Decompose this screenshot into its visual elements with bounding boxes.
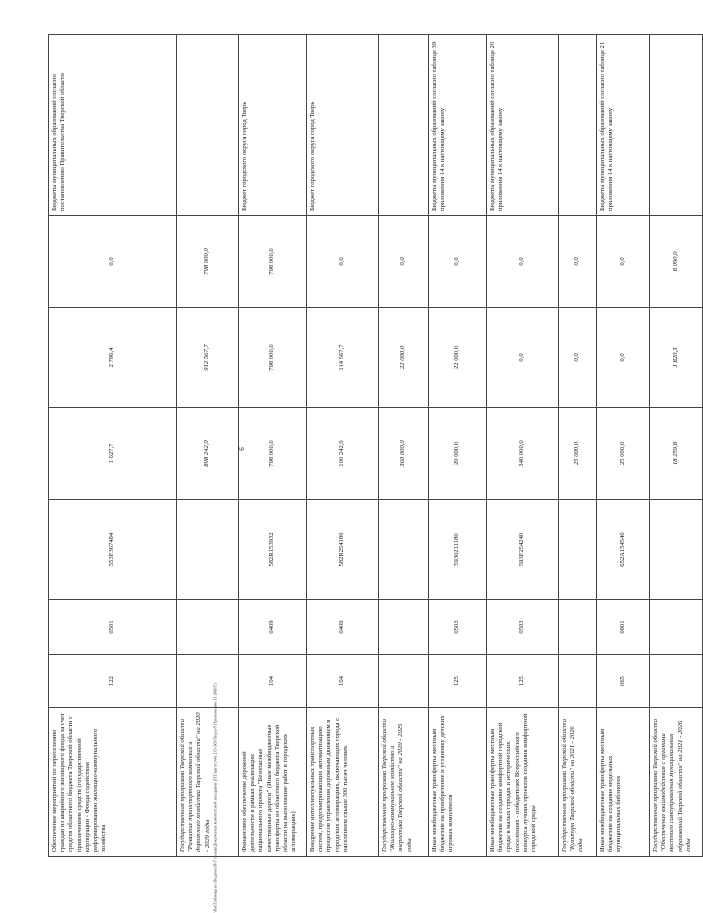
- amount-year-3: 0,0: [559, 216, 597, 308]
- amount-year-2: 114 567,7: [307, 308, 379, 408]
- row-name: Государственная программа Тверской области "Культура Тверской области" на 2021 - 2026 годы: [559, 708, 597, 857]
- recipient-budget: [559, 35, 597, 216]
- recipient-budget: [650, 35, 703, 216]
- section-code: 0501: [49, 600, 177, 655]
- recipient-budget: Бюджеты муниципальных образований согласно таблице 20 приложения 14 к настоящему закону: [487, 35, 559, 216]
- target-code: [650, 500, 703, 600]
- section-code: 0503: [429, 600, 487, 655]
- amount-year-1: 360 000,0: [379, 408, 429, 500]
- program-row: [559, 35, 597, 857]
- amount-year-3: 0,0: [597, 216, 650, 308]
- admin-code: 065: [597, 655, 650, 708]
- amount-year-1: 20 000,0: [429, 408, 487, 500]
- footer-path: \Pat\Таблица по ВедомстВ\7 созыв\Документы комитетов\4 заседание (ПТ\август\4) 235-ЗО\Тверь 8 Приложение 11 (МБТ): [212, 683, 218, 913]
- admin-code: [379, 655, 429, 708]
- amount-year-2: 912 567,7: [177, 308, 239, 408]
- table-row: [239, 35, 307, 857]
- table-row: [597, 35, 650, 857]
- amount-year-2: 0,0: [597, 308, 650, 408]
- target-code: [177, 500, 239, 600]
- section-code: 0409: [239, 600, 307, 655]
- section-code: [559, 600, 597, 655]
- table-row: [49, 35, 177, 857]
- recipient-budget: [177, 35, 239, 216]
- amount-year-3: 798 000,0: [239, 216, 307, 308]
- admin-code: [650, 655, 703, 708]
- program-row: [650, 35, 703, 857]
- section-code: 0409: [307, 600, 379, 655]
- amount-year-1: 100 242,0: [307, 408, 379, 500]
- target-code: 593F254240: [487, 500, 559, 600]
- recipient-budget: Бюджеты муниципальных образований согласно таблице 21 приложения 14 к настоящему закону: [597, 35, 650, 216]
- admin-code: [559, 655, 597, 708]
- amount-year-3: 798 000,0: [177, 216, 239, 308]
- amount-year-2: 2 786,4: [49, 308, 177, 408]
- amount-year-1: 25 000,0: [597, 408, 650, 500]
- recipient-budget: Бюджет городского округа город Тверь: [307, 35, 379, 216]
- section-code: 0503: [487, 600, 559, 655]
- admin-code: 125: [487, 655, 559, 708]
- section-code: [650, 600, 703, 655]
- target-code: [559, 500, 597, 600]
- admin-code: [177, 655, 239, 708]
- amount-year-3: 0,0: [429, 216, 487, 308]
- amount-year-1: 25 000,0: [559, 408, 597, 500]
- amount-year-3: 0,0: [379, 216, 429, 308]
- amount-year-3: 0,0: [307, 216, 379, 308]
- amount-year-2: 1 820,3: [650, 308, 703, 408]
- budget-table: [48, 34, 703, 857]
- amount-year-1: 898 242,0: [177, 408, 239, 500]
- row-name: Иные межбюджетные трансферты местным бюджетам на приобретение и установку детских игровых комплексов: [429, 708, 487, 857]
- table-row: [487, 35, 559, 857]
- recipient-budget: Бюджеты муниципальных образований согласно таблице 39 приложения 14 к настоящему закону: [429, 35, 487, 216]
- row-name: Финансовое обеспечение дорожной деятельности в рамках реализации национального проекта "Безопасные качественные дороги" (Иные межбюджетные трансферты из областного бюджета Тверской области на выполнение работ в городских агломерациях): [239, 708, 307, 857]
- row-name: Иные межбюджетные трансферты местным бюджетам на создание модельных муниципальных библиотек: [597, 708, 650, 857]
- amount-year-2: 22 000,0: [379, 308, 429, 408]
- section-code: 0801: [597, 600, 650, 655]
- recipient-budget: [379, 35, 429, 216]
- page-number: 6: [237, 447, 246, 451]
- budget-table-rotated: [48, 35, 692, 857]
- section-code: [177, 600, 239, 655]
- admin-code: 125: [429, 655, 487, 708]
- program-row: [177, 35, 239, 857]
- amount-year-1: 18 259,8: [650, 408, 703, 500]
- target-code: 553F367484: [49, 500, 177, 600]
- recipient-budget: Бюджет городского округа город Тверь: [239, 35, 307, 216]
- row-name: Иные межбюджетные трансферты местным бюджетам на создание комфортной городской среды в малых городах и исторических поселениях - победителях Всероссийского конкурса лучших проектов создания комфортной городской среды: [487, 708, 559, 857]
- target-code: 582R254180: [307, 500, 379, 600]
- program-row: [379, 35, 429, 857]
- row-name: Государственная программа Тверской области "Обеспечение взаимодействия с органами местного самоуправления муниципальных образований Тверской области" на 2021 - 2026 годы: [650, 708, 703, 857]
- amount-year-1: 340 000,0: [487, 408, 559, 500]
- table-row: [307, 35, 379, 857]
- admin-code: 104: [307, 655, 379, 708]
- amount-year-1: 798 000,0: [239, 408, 307, 500]
- amount-year-3: 0,0: [49, 216, 177, 308]
- row-name: Государственная программа Тверской области "Жилищно-коммунальное хозяйство и энергетика Тверской области" на 2020 - 2025 годы: [379, 708, 429, 857]
- row-name: Внедрение интеллектуальных транспортных систем, предусматривающих автоматизацию процессов управления дорожным движением в городских агломерациях, включающих города с населением свыше 300 тысяч человек: [307, 708, 379, 857]
- amount-year-3: 8 090,0: [650, 216, 703, 308]
- admin-code: 122: [49, 655, 177, 708]
- target-code: [379, 500, 429, 600]
- section-code: [379, 600, 429, 655]
- admin-code: 104: [239, 655, 307, 708]
- table-row: [429, 35, 487, 857]
- target-code: 5930211180: [429, 500, 487, 600]
- amount-year-3: 0,0: [487, 216, 559, 308]
- recipient-budget: Бюджеты муниципальных образований согласно постановлению Правительства Тверской области: [49, 35, 177, 216]
- target-code: 582R153932: [239, 500, 307, 600]
- row-name: Обеспечение мероприятий по переселению граждан из аварийного жилищного фонда за счет средств областного бюджета Тверской области с привлечением средств (государственной корпорации - Фонда содействия реформированию жилищно-коммунального хозяйства: [49, 708, 177, 857]
- target-code: 652A154540: [597, 500, 650, 600]
- row-name: Государственная программа Тверской области "Развитие транспортного комплекса и дорожного хозяйства Тверской области" на 2020 - 2029 годы: [177, 708, 239, 857]
- amount-year-2: 0,0: [559, 308, 597, 408]
- amount-year-1: 1 027,7: [49, 408, 177, 500]
- amount-year-2: 22 000,0: [429, 308, 487, 408]
- amount-year-2: 0,0: [487, 308, 559, 408]
- amount-year-2: 798 000,0: [239, 308, 307, 408]
